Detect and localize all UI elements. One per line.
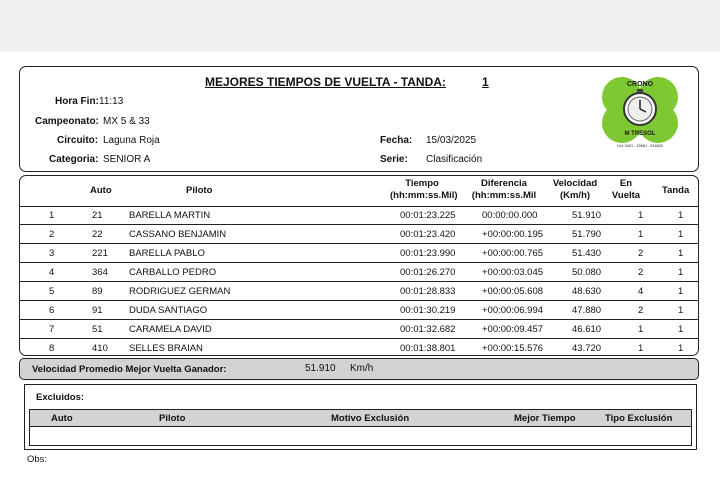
cell-en-vuelta: 2 xyxy=(638,248,644,259)
cell-piloto: CARBALLO PEDRO xyxy=(129,267,217,278)
cell-auto: 89 xyxy=(92,286,103,297)
fecha-value: 15/03/2025 xyxy=(426,135,477,146)
excl-col-tipo: Tipo Exclusión xyxy=(605,413,673,424)
cell-tiempo: 00:01:32.682 xyxy=(400,324,456,335)
cell-velocidad: 50.080 xyxy=(572,267,602,278)
cell-tiempo: 00:01:23.225 xyxy=(400,210,456,221)
velocidad-promedio-label: Velocidad Promedio Mejor Vuelta Ganador: xyxy=(32,364,227,375)
cell-tiempo: 00:01:23.990 xyxy=(400,248,456,259)
cell-piloto: CARAMELA DAVID xyxy=(129,324,212,335)
cell-tiempo: 00:01:28.833 xyxy=(400,286,456,297)
cell-piloto: BARELLA PABLO xyxy=(129,248,205,259)
tanda-number: 1 xyxy=(482,75,489,89)
cell-piloto: BARELLA MARTIN xyxy=(129,210,211,221)
cell-auto: 410 xyxy=(92,343,108,354)
cell-pos: 1 xyxy=(49,210,55,221)
hora-fin-label: Hora Fin: xyxy=(55,96,99,107)
excl-col-motivo: Motivo Exclusión xyxy=(331,413,410,424)
col-piloto: Piloto xyxy=(186,185,213,196)
categoria-value: SENIOR A xyxy=(103,154,151,165)
excl-col-auto: Auto xyxy=(51,413,73,424)
cell-tanda: 1 xyxy=(678,229,684,240)
categoria-label: Categoria: xyxy=(49,154,99,165)
cell-tanda: 1 xyxy=(678,267,684,278)
cell-tanda: 1 xyxy=(678,305,684,316)
cell-velocidad: 51.790 xyxy=(572,229,602,240)
serie-value: Clasificación xyxy=(426,154,483,165)
svg-text:Cel: 3401 - 15561 - 516602: Cel: 3401 - 15561 - 516602 xyxy=(616,144,664,148)
table-row xyxy=(20,206,698,225)
top-bar xyxy=(0,0,720,52)
cell-en-vuelta: 1 xyxy=(638,229,644,240)
crono-logo xyxy=(592,73,688,153)
svg-text:CRONO: CRONO xyxy=(626,81,654,88)
table-row xyxy=(20,244,698,263)
cell-en-vuelta: 2 xyxy=(638,305,644,316)
cell-diferencia: +00:00:00.765 xyxy=(482,248,544,259)
cell-velocidad: 43.720 xyxy=(572,343,602,354)
col-auto: Auto xyxy=(90,185,112,196)
circuito-label: Circuito: xyxy=(57,135,99,146)
cell-velocidad: 46.610 xyxy=(572,324,602,335)
table-row xyxy=(20,301,698,320)
cell-auto: 21 xyxy=(92,210,103,221)
svg-text:M TRESOL: M TRESOL xyxy=(624,131,656,137)
col-diferencia: Diferencia (hh:mm:ss.Mil xyxy=(471,178,537,201)
excluidos-header xyxy=(29,409,692,427)
cell-pos: 4 xyxy=(49,267,55,278)
results-table xyxy=(19,175,699,356)
table-row xyxy=(20,320,698,339)
cell-tiempo: 00:01:26.270 xyxy=(400,267,456,278)
cell-diferencia: +00:00:05.608 xyxy=(482,286,544,297)
excl-col-mejor-tiempo: Mejor Tiempo xyxy=(514,413,576,424)
cell-tanda: 1 xyxy=(678,343,684,354)
cell-tanda: 1 xyxy=(678,324,684,335)
cell-piloto: DUDA SANTIAGO xyxy=(129,305,208,316)
table-row xyxy=(20,339,698,356)
cell-en-vuelta: 1 xyxy=(638,324,644,335)
cell-pos: 7 xyxy=(49,324,55,335)
cell-en-vuelta: 2 xyxy=(638,267,644,278)
cell-en-vuelta: 4 xyxy=(638,286,644,297)
cell-velocidad: 51.430 xyxy=(572,248,602,259)
campeonato-label: Campeonato: xyxy=(35,116,99,127)
cell-diferencia: +00:00:06.994 xyxy=(482,305,544,316)
table-row xyxy=(20,263,698,282)
cell-tanda: 1 xyxy=(678,248,684,259)
cell-en-vuelta: 1 xyxy=(638,210,644,221)
circuito-value: Laguna Roja xyxy=(103,135,160,146)
cell-auto: 364 xyxy=(92,267,108,278)
cell-piloto: CASSANO BENJAMIN xyxy=(129,229,227,240)
cell-pos: 8 xyxy=(49,343,55,354)
cell-diferencia: +00:00:15.576 xyxy=(482,343,544,354)
cell-velocidad: 47.880 xyxy=(572,305,602,316)
excluidos-empty-row xyxy=(29,427,692,446)
report-header xyxy=(19,66,699,172)
velocidad-promedio-value: 51.910 xyxy=(305,363,336,374)
cell-velocidad: 48.630 xyxy=(572,286,602,297)
cell-diferencia: +00:00:03.045 xyxy=(482,267,544,278)
cell-auto: 221 xyxy=(92,248,108,259)
cell-pos: 3 xyxy=(49,248,55,259)
cell-piloto: SELLES BRAIAN xyxy=(129,343,203,354)
cell-piloto: RODRIGUEZ GERMAN xyxy=(129,286,231,297)
cell-tiempo: 00:01:38.801 xyxy=(400,343,456,354)
cell-tanda: 1 xyxy=(678,286,684,297)
fecha-label: Fecha: xyxy=(380,135,413,146)
cell-tiempo: 00:01:23.420 xyxy=(400,229,456,240)
cell-diferencia: 00:00:00.000 xyxy=(482,210,538,221)
cell-en-vuelta: 1 xyxy=(638,343,644,354)
excluidos-label: Excluidos: xyxy=(36,392,85,403)
cell-auto: 22 xyxy=(92,229,103,240)
velocidad-promedio-bar xyxy=(19,358,699,380)
table-header xyxy=(20,176,698,207)
col-tanda: Tanda xyxy=(662,185,690,196)
obs-label: Obs: xyxy=(27,454,48,465)
table-row xyxy=(20,282,698,301)
col-en-vuelta: En Vuelta xyxy=(611,178,641,201)
cell-velocidad: 51.910 xyxy=(572,210,602,221)
cell-diferencia: +00:00:09.457 xyxy=(482,324,544,335)
velocidad-promedio-unit: Km/h xyxy=(350,363,374,374)
report-title: MEJORES TIEMPOS DE VUELTA - TANDA: xyxy=(205,75,446,89)
cell-pos: 6 xyxy=(49,305,55,316)
hora-fin-value: 11:13 xyxy=(99,96,124,107)
campeonato-value: MX 5 & 33 xyxy=(103,116,150,127)
cell-pos: 5 xyxy=(49,286,55,297)
cell-tanda: 1 xyxy=(678,210,684,221)
excluidos-section xyxy=(24,384,697,450)
cell-pos: 2 xyxy=(49,229,55,240)
cell-auto: 51 xyxy=(92,324,103,335)
cell-auto: 91 xyxy=(92,305,103,316)
table-row xyxy=(20,225,698,244)
col-velocidad: Velocidad (Km/h) xyxy=(552,178,598,201)
serie-label: Serie: xyxy=(380,154,408,165)
excl-col-piloto: Piloto xyxy=(159,413,186,424)
cell-diferencia: +00:00:00.195 xyxy=(482,229,544,240)
col-tiempo: Tiempo (hh:mm:ss.Mil) xyxy=(390,178,458,201)
cell-tiempo: 00:01:30.219 xyxy=(400,305,456,316)
